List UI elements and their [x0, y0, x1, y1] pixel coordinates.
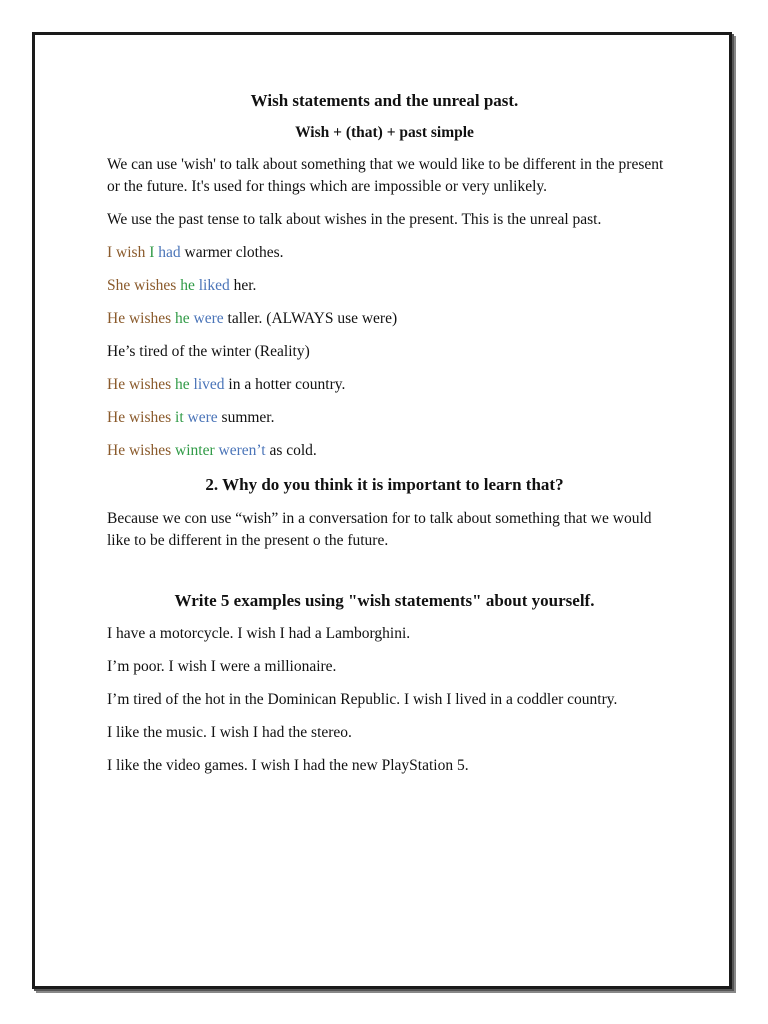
example-sentence — [107, 308, 667, 330]
document-title: Wish statements and the unreal past. — [250, 91, 519, 110]
intro-paragraph: We can use 'wish' to talk about something that we would like to be different in the present or the future. It's used for things which are impossible or very unlikely. — [107, 156, 664, 195]
example-pronoun: he — [175, 310, 190, 327]
example-verb: lived — [193, 376, 225, 393]
example-subject: He wishes — [107, 376, 172, 393]
example-subject: She wishes — [107, 277, 177, 294]
example-rest: in a hotter country. — [228, 376, 346, 393]
exercise-line: I have a motorcycle. I wish I had a Lamborghini. — [107, 625, 411, 642]
document-subtitle: Wish + (that) + past simple — [295, 124, 474, 141]
example-sentence — [107, 407, 667, 429]
example-pronoun: he — [180, 277, 195, 294]
exercise-line: I’m tired of the hot in the Dominican Republic. I wish I lived in a coddler country. — [107, 691, 618, 708]
example-subject: He wishes — [107, 310, 172, 327]
example-rest: taller. (ALWAYS use were) — [227, 310, 398, 327]
example-subject: I wish — [107, 244, 146, 261]
question-heading: 2. Why do you think it is important to learn that? — [205, 475, 564, 494]
example-rest: as cold. — [269, 442, 317, 459]
example-rest: her. — [233, 277, 257, 294]
example-pronoun: he — [175, 376, 190, 393]
exercise-line: I like the music. I wish I had the stereo. — [107, 724, 352, 741]
exercise-line: I’m poor. I wish I were a millionaire. — [107, 658, 337, 675]
example-rest: summer. — [221, 409, 275, 426]
example-verb: were — [187, 409, 218, 426]
example-sentence — [107, 440, 667, 462]
reality-sentence: He’s tired of the winter (Reality) — [107, 343, 310, 360]
example-verb: liked — [198, 277, 230, 294]
example-verb: weren’t — [218, 442, 266, 459]
example-pronoun: it — [175, 409, 184, 426]
example-pronoun: I — [149, 244, 155, 261]
example-subject: He wishes — [107, 409, 172, 426]
intro-paragraph: We use the past tense to talk about wishes in the present. This is the unreal past. — [107, 211, 602, 228]
exercise-heading: Write 5 examples using "wish statements" about yourself. — [174, 591, 595, 610]
example-rest: warmer clothes. — [184, 244, 284, 261]
exercise-line: I like the video games. I wish I had the new PlayStation 5. — [107, 757, 469, 774]
example-pronoun: winter — [175, 442, 215, 459]
answer-paragraph: Because we con use “wish” in a conversation for to talk about something that we would like to be different in the present o the future. — [107, 510, 652, 549]
example-sentence — [107, 242, 667, 264]
example-verb: were — [193, 310, 224, 327]
example-subject: He wishes — [107, 442, 172, 459]
example-sentence — [107, 374, 667, 396]
example-sentence — [107, 275, 667, 297]
example-verb: had — [158, 244, 181, 261]
document-body — [107, 90, 667, 788]
